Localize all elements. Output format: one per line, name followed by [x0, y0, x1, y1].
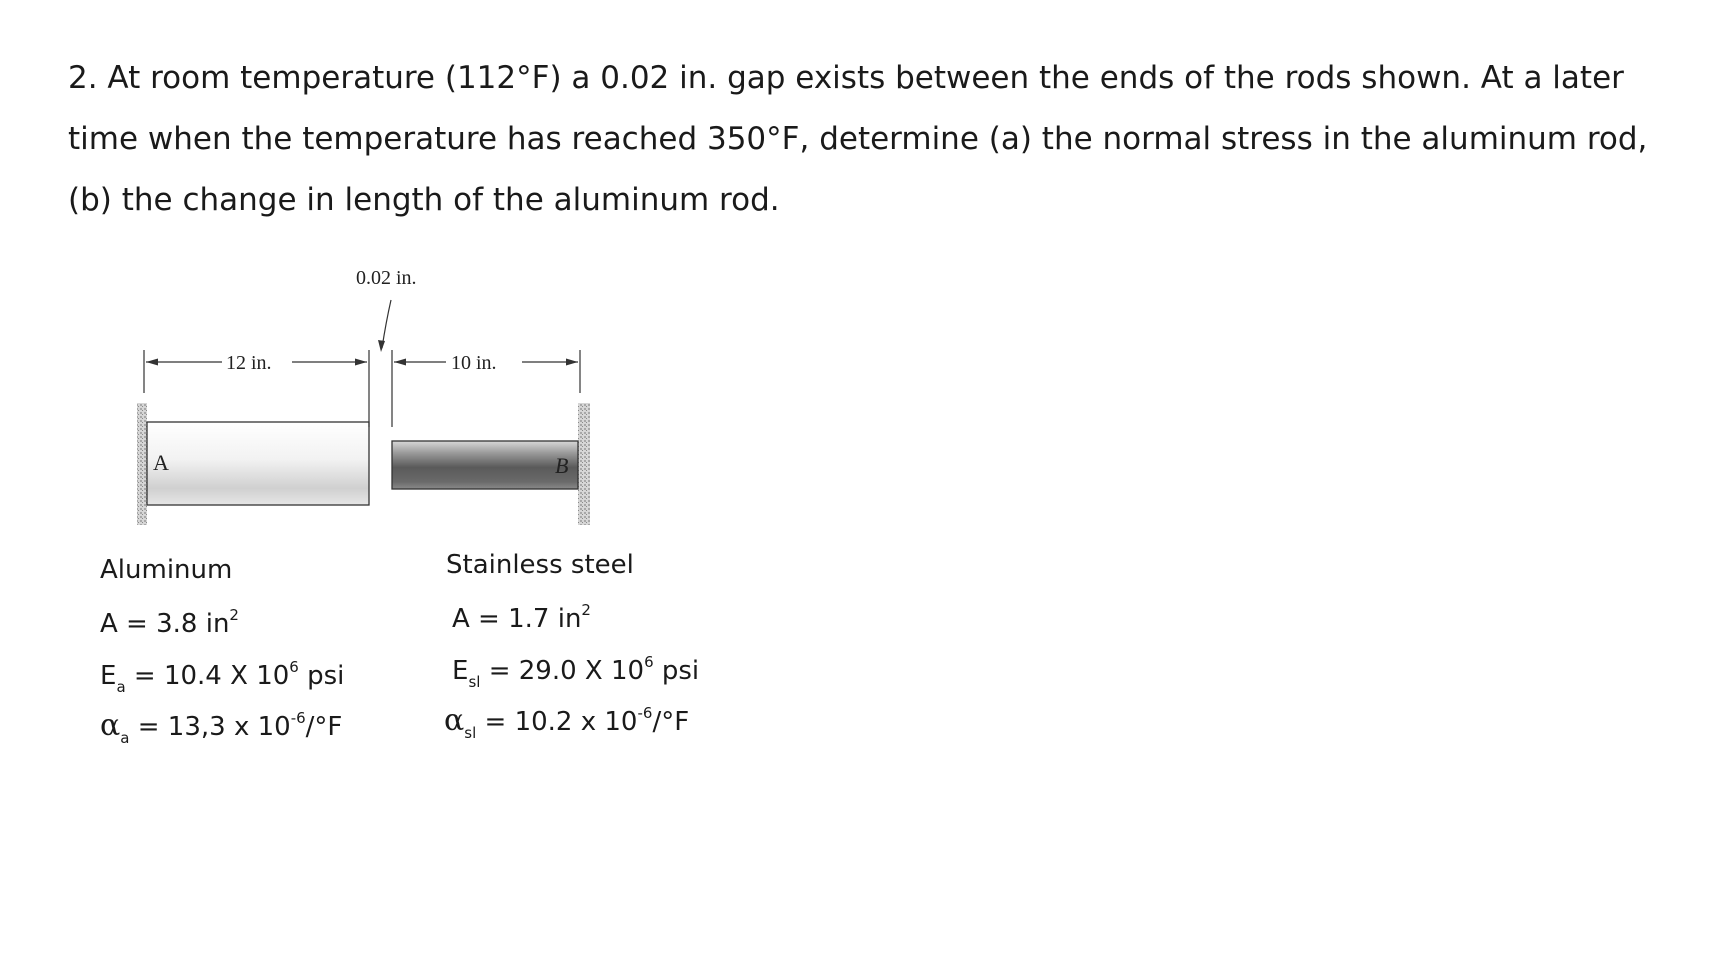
steel-area-exponent: 2 — [581, 601, 591, 619]
steel-e-subscript: sl — [468, 673, 481, 691]
steel-alpha-symbol: α — [444, 703, 465, 738]
steel-title: Stainless steel — [446, 550, 634, 580]
aluminum-alpha-unit: /°F — [305, 712, 343, 742]
steel-alpha-value: = 10.2 x 10 — [484, 707, 638, 737]
steel-expansion — [444, 703, 689, 742]
point-b-label: B — [555, 453, 569, 478]
steel-modulus — [452, 653, 699, 691]
steel-alpha-unit: /°F — [652, 707, 690, 737]
aluminum-area — [100, 606, 239, 639]
aluminum-title: Aluminum — [100, 555, 233, 585]
arrowhead-left — [146, 359, 158, 366]
steel-e-exponent: 6 — [644, 653, 654, 671]
aluminum-rod — [147, 422, 369, 505]
aluminum-e-value: = 10.4 X 10 — [133, 661, 290, 691]
aluminum-e-exponent: 6 — [289, 658, 299, 676]
steel-rod — [392, 441, 578, 489]
arrowhead-left — [394, 359, 406, 366]
problem-statement: 2. At room temperature (112°F) a 0.02 in. gap exists between the ends of the rods shown. At a later time when the temperature has reached 350°F, determine (a) the normal stress in the aluminum rod, (b) the change in length of the aluminum rod. — [68, 60, 1648, 218]
aluminum-area-exponent: 2 — [229, 606, 239, 624]
aluminum-alpha-symbol: α — [100, 708, 121, 743]
aluminum-e-subscript: a — [116, 678, 126, 696]
left-wall — [137, 403, 147, 525]
aluminum-alpha-value: = 13,3 x 10 — [137, 712, 291, 742]
aluminum-alpha-subscript: a — [120, 729, 130, 747]
aluminum-modulus — [100, 658, 344, 696]
aluminum-expansion — [100, 708, 342, 747]
steel-e-unit: psi — [661, 656, 700, 686]
steel-area — [452, 601, 591, 634]
steel-area-value: A = 1.7 in — [452, 604, 582, 634]
steel-alpha-exponent: -6 — [637, 704, 653, 722]
dim-label-12: 12 in. — [226, 352, 272, 374]
steel-e-value: = 29.0 X 10 — [488, 656, 645, 686]
arrowhead-right — [566, 359, 578, 366]
point-a-label: A — [153, 450, 169, 475]
dim-label-10: 10 in. — [451, 352, 497, 374]
gap-label: 0.02 in. — [356, 267, 417, 289]
aluminum-e-symbol: E — [100, 661, 117, 691]
aluminum-e-unit: psi — [307, 661, 345, 691]
aluminum-alpha-exponent: -6 — [290, 709, 306, 727]
arrowhead-right — [355, 359, 367, 366]
steel-e-symbol: E — [452, 656, 469, 686]
steel-alpha-subscript: sl — [464, 724, 477, 742]
aluminum-area-value: A = 3.8 in — [100, 609, 230, 639]
gap-leader-arrowhead — [378, 340, 385, 352]
right-wall — [578, 403, 590, 525]
